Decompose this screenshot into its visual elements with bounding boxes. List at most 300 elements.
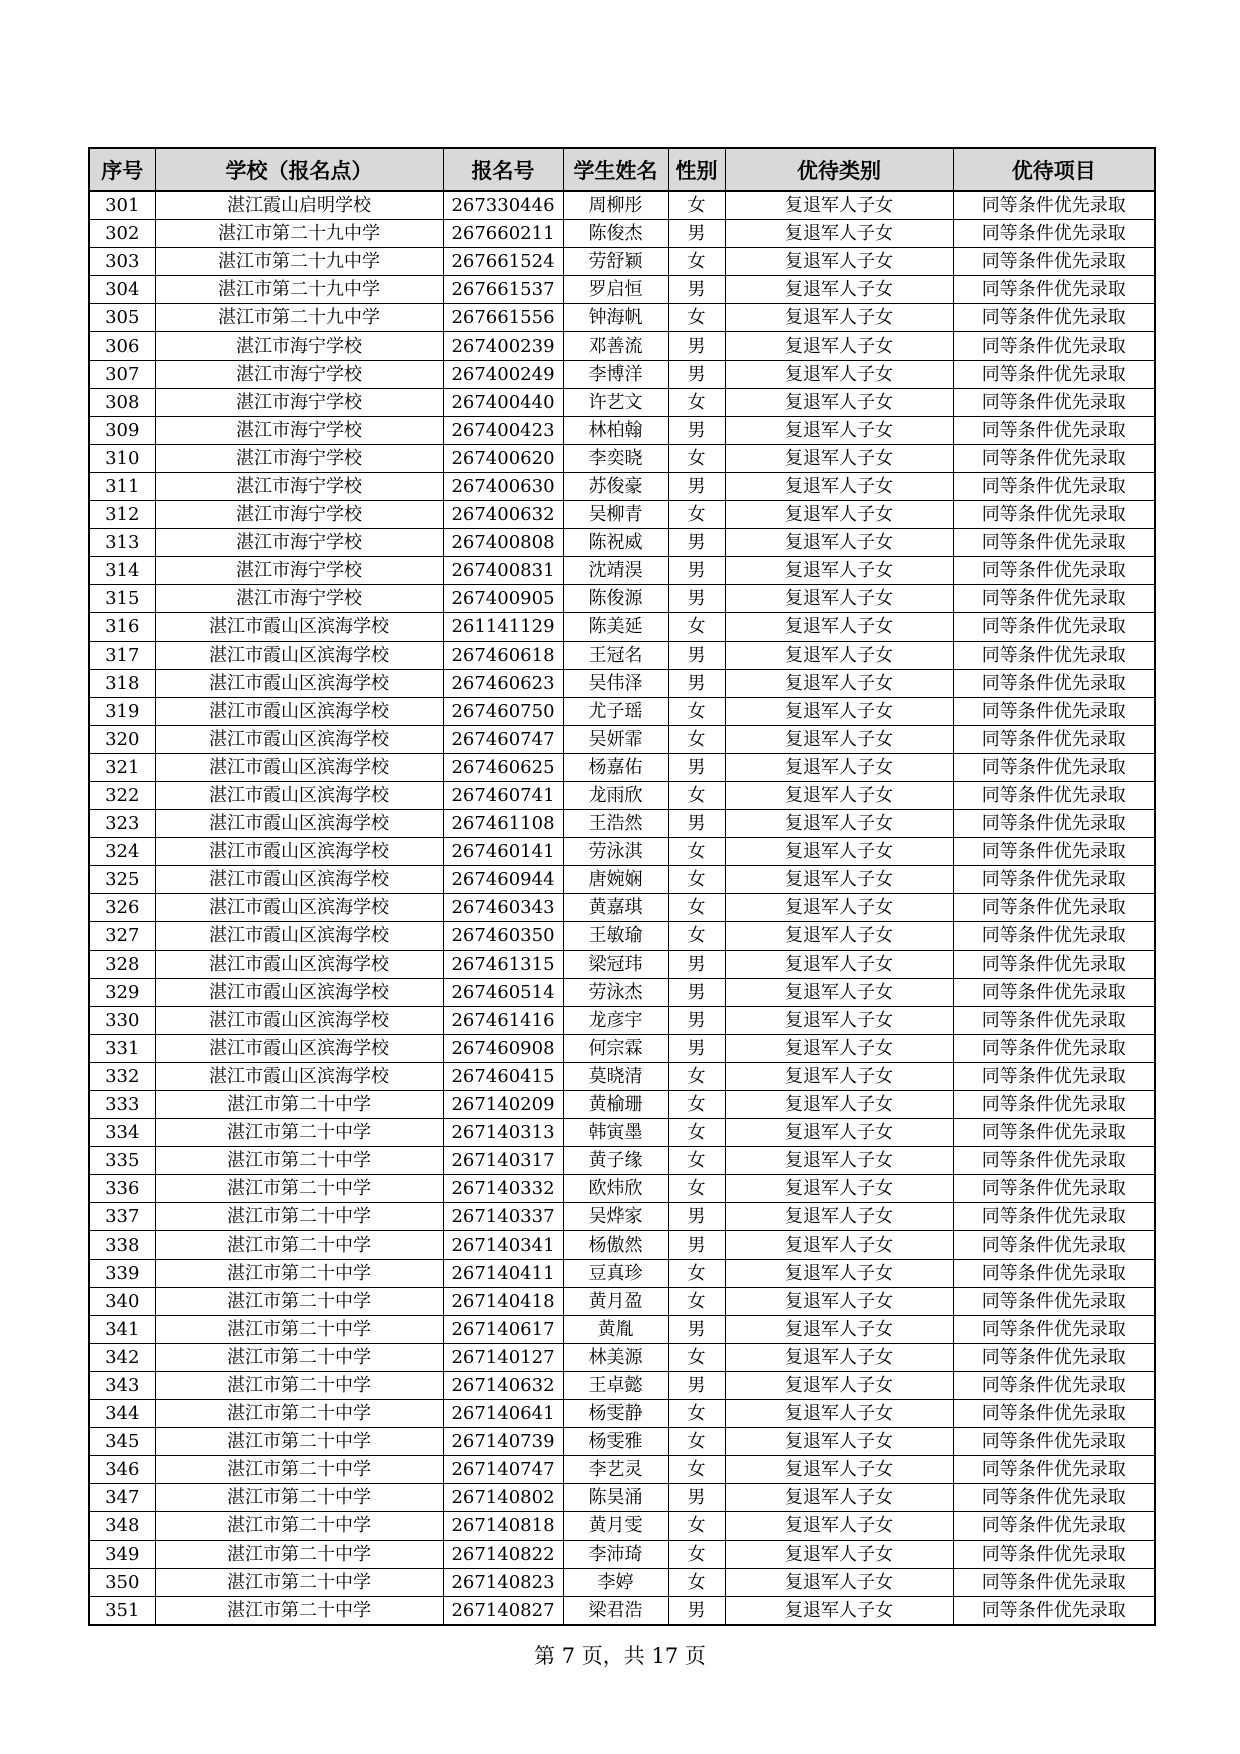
cell-school: 湛江市海宁学校 [155,388,443,416]
cell-index: 339 [89,1259,155,1287]
cell-registration-number: 267140641 [443,1400,563,1428]
cell-index: 348 [89,1512,155,1540]
table-row [89,1287,1155,1315]
cell-student-name: 李沛琦 [563,1540,668,1568]
cell-registration-number: 267461416 [443,1006,563,1034]
cell-student-name: 陈祝威 [563,529,668,557]
cell-index: 329 [89,978,155,1006]
cell-preference-item: 同等条件优先录取 [953,1259,1155,1287]
cell-gender: 男 [668,1484,725,1512]
cell-gender: 女 [668,1175,725,1203]
cell-preference-category: 复退军人子女 [725,1484,953,1512]
cell-preference-category: 复退军人子女 [725,1568,953,1596]
cell-preference-category: 复退军人子女 [725,1371,953,1399]
cell-registration-number: 267460415 [443,1062,563,1090]
cell-school: 湛江市第二十中学 [155,1484,443,1512]
cell-school: 湛江市霞山区滨海学校 [155,950,443,978]
cell-preference-category: 复退军人子女 [725,1006,953,1034]
cell-preference-category: 复退军人子女 [725,332,953,360]
cell-preference-category: 复退军人子女 [725,1540,953,1568]
cell-student-name: 唐婉娴 [563,866,668,894]
cell-school: 湛江市第二十中学 [155,1540,443,1568]
cell-school: 湛江市第二十中学 [155,1596,443,1625]
cell-school: 湛江市第二十中学 [155,1231,443,1259]
cell-student-name: 梁冠玮 [563,950,668,978]
cell-registration-number: 267140313 [443,1119,563,1147]
cell-preference-item: 同等条件优先录取 [953,838,1155,866]
cell-preference-item: 同等条件优先录取 [953,1315,1155,1343]
cell-gender: 男 [668,1203,725,1231]
table-row [89,838,1155,866]
cell-preference-item: 同等条件优先录取 [953,444,1155,472]
table-row [89,388,1155,416]
cell-registration-number: 267460908 [443,1034,563,1062]
roster-table [88,147,1156,1626]
cell-registration-number: 267140337 [443,1203,563,1231]
cell-preference-item: 同等条件优先录取 [953,585,1155,613]
cell-preference-item: 同等条件优先录取 [953,1371,1155,1399]
cell-preference-item: 同等条件优先录取 [953,1091,1155,1119]
cell-school: 湛江市霞山区滨海学校 [155,978,443,1006]
cell-index: 335 [89,1147,155,1175]
cell-preference-item: 同等条件优先录取 [953,501,1155,529]
cell-preference-item: 同等条件优先录取 [953,1062,1155,1090]
cell-preference-category: 复退军人子女 [725,1400,953,1428]
table-row [89,1484,1155,1512]
cell-registration-number: 267460141 [443,838,563,866]
cell-preference-category: 复退军人子女 [725,781,953,809]
cell-school: 湛江市第二十中学 [155,1512,443,1540]
cell-index: 325 [89,866,155,894]
cell-index: 322 [89,781,155,809]
cell-index: 301 [89,191,155,220]
cell-index: 334 [89,1119,155,1147]
cell-preference-item: 同等条件优先录取 [953,472,1155,500]
cell-school: 湛江市霞山区滨海学校 [155,1034,443,1062]
cell-preference-item: 同等条件优先录取 [953,1343,1155,1371]
cell-registration-number: 267330446 [443,191,563,220]
cell-registration-number: 267140617 [443,1315,563,1343]
cell-gender: 男 [668,1006,725,1034]
cell-preference-item: 同等条件优先录取 [953,276,1155,304]
cell-preference-item: 同等条件优先录取 [953,978,1155,1006]
cell-gender: 男 [668,1231,725,1259]
cell-student-name: 杨雯雅 [563,1428,668,1456]
cell-index: 332 [89,1062,155,1090]
cell-school: 湛江市第二十中学 [155,1343,443,1371]
cell-preference-item: 同等条件优先录取 [953,557,1155,585]
cell-student-name: 吴妍霏 [563,725,668,753]
table-row [89,248,1155,276]
cell-registration-number: 267400249 [443,360,563,388]
cell-index: 350 [89,1568,155,1596]
table-row [89,641,1155,669]
cell-preference-item: 同等条件优先录取 [953,781,1155,809]
table-row [89,1062,1155,1090]
cell-gender: 男 [668,472,725,500]
cell-school: 湛江市霞山区滨海学校 [155,725,443,753]
cell-index: 324 [89,838,155,866]
cell-preference-category: 复退军人子女 [725,1456,953,1484]
cell-preference-category: 复退军人子女 [725,1512,953,1540]
cell-registration-number: 267400423 [443,416,563,444]
cell-student-name: 梁君浩 [563,1596,668,1625]
cell-gender: 男 [668,1596,725,1625]
cell-school: 湛江市海宁学校 [155,472,443,500]
cell-registration-number: 267140739 [443,1428,563,1456]
cell-preference-item: 同等条件优先录取 [953,697,1155,725]
header-registration-number: 报名号 [443,148,563,191]
cell-gender: 男 [668,950,725,978]
cell-student-name: 尤子瑶 [563,697,668,725]
cell-gender: 女 [668,1147,725,1175]
cell-preference-item: 同等条件优先录取 [953,360,1155,388]
table-row [89,669,1155,697]
cell-gender: 女 [668,1568,725,1596]
cell-student-name: 陈俊源 [563,585,668,613]
cell-preference-category: 复退军人子女 [725,248,953,276]
cell-gender: 男 [668,416,725,444]
table-row [89,613,1155,641]
cell-student-name: 黄胤 [563,1315,668,1343]
cell-registration-number: 267400630 [443,472,563,500]
table-row [89,894,1155,922]
cell-gender: 女 [668,1287,725,1315]
cell-index: 320 [89,725,155,753]
table-row [89,978,1155,1006]
cell-index: 304 [89,276,155,304]
table-row [89,191,1155,220]
cell-registration-number: 267660211 [443,220,563,248]
cell-preference-item: 同等条件优先录取 [953,641,1155,669]
header-student-name: 学生姓名 [563,148,668,191]
cell-school: 湛江市霞山区滨海学校 [155,838,443,866]
cell-preference-category: 复退军人子女 [725,697,953,725]
cell-gender: 女 [668,922,725,950]
cell-preference-item: 同等条件优先录取 [953,613,1155,641]
cell-student-name: 周柳彤 [563,191,668,220]
table-row [89,529,1155,557]
cell-preference-item: 同等条件优先录取 [953,1512,1155,1540]
cell-gender: 女 [668,725,725,753]
table-row [89,697,1155,725]
cell-school: 湛江市海宁学校 [155,529,443,557]
cell-school: 湛江市霞山区滨海学校 [155,894,443,922]
cell-student-name: 何宗霖 [563,1034,668,1062]
table-row [89,1091,1155,1119]
cell-registration-number: 267400905 [443,585,563,613]
table-row [89,1119,1155,1147]
cell-index: 342 [89,1343,155,1371]
cell-student-name: 杨傲然 [563,1231,668,1259]
cell-student-name: 罗启恒 [563,276,668,304]
cell-student-name: 劳泳杰 [563,978,668,1006]
cell-gender: 男 [668,557,725,585]
cell-school: 湛江市第二十中学 [155,1203,443,1231]
cell-preference-item: 同等条件优先录取 [953,1400,1155,1428]
cell-gender: 男 [668,585,725,613]
cell-index: 313 [89,529,155,557]
cell-index: 312 [89,501,155,529]
cell-index: 302 [89,220,155,248]
cell-preference-category: 复退军人子女 [725,838,953,866]
cell-gender: 男 [668,360,725,388]
cell-gender: 女 [668,1540,725,1568]
cell-index: 346 [89,1456,155,1484]
cell-gender: 女 [668,1343,725,1371]
cell-preference-category: 复退军人子女 [725,1147,953,1175]
cell-student-name: 林柏翰 [563,416,668,444]
cell-preference-item: 同等条件优先录取 [953,1428,1155,1456]
cell-school: 湛江市霞山区滨海学校 [155,810,443,838]
cell-gender: 男 [668,1315,725,1343]
cell-student-name: 欧炜欣 [563,1175,668,1203]
cell-index: 340 [89,1287,155,1315]
cell-index: 328 [89,950,155,978]
cell-registration-number: 267400620 [443,444,563,472]
cell-school: 湛江市海宁学校 [155,444,443,472]
cell-index: 331 [89,1034,155,1062]
cell-preference-item: 同等条件优先录取 [953,1484,1155,1512]
cell-student-name: 王敏瑜 [563,922,668,950]
cell-gender: 女 [668,248,725,276]
cell-student-name: 黄嘉琪 [563,894,668,922]
cell-school: 湛江市第二十中学 [155,1315,443,1343]
cell-index: 343 [89,1371,155,1399]
table-row [89,1006,1155,1034]
cell-index: 308 [89,388,155,416]
cell-preference-item: 同等条件优先录取 [953,1540,1155,1568]
cell-school: 湛江市第二十中学 [155,1568,443,1596]
table-row [89,922,1155,950]
cell-preference-item: 同等条件优先录取 [953,1034,1155,1062]
header-school: 学校（报名点） [155,148,443,191]
cell-gender: 女 [668,894,725,922]
cell-preference-category: 复退军人子女 [725,1091,953,1119]
cell-preference-category: 复退军人子女 [725,810,953,838]
table-row [89,1456,1155,1484]
cell-preference-category: 复退军人子女 [725,501,953,529]
cell-registration-number: 267460343 [443,894,563,922]
cell-gender: 女 [668,866,725,894]
cell-preference-category: 复退军人子女 [725,978,953,1006]
cell-student-name: 李艺灵 [563,1456,668,1484]
cell-student-name: 李博洋 [563,360,668,388]
cell-preference-item: 同等条件优先录取 [953,220,1155,248]
cell-index: 336 [89,1175,155,1203]
cell-preference-item: 同等条件优先录取 [953,191,1155,220]
cell-index: 309 [89,416,155,444]
cell-preference-category: 复退军人子女 [725,753,953,781]
table-row [89,276,1155,304]
cell-school: 湛江市第二十中学 [155,1287,443,1315]
cell-preference-item: 同等条件优先录取 [953,950,1155,978]
cell-registration-number: 267140818 [443,1512,563,1540]
cell-registration-number: 267460747 [443,725,563,753]
table-row [89,1512,1155,1540]
cell-preference-item: 同等条件优先录取 [953,1147,1155,1175]
cell-preference-category: 复退军人子女 [725,641,953,669]
header-gender: 性别 [668,148,725,191]
cell-registration-number: 267140747 [443,1456,563,1484]
cell-preference-category: 复退军人子女 [725,529,953,557]
cell-preference-item: 同等条件优先录取 [953,1287,1155,1315]
cell-gender: 女 [668,1400,725,1428]
cell-preference-item: 同等条件优先录取 [953,866,1155,894]
cell-student-name: 劳舒颖 [563,248,668,276]
cell-index: 326 [89,894,155,922]
cell-preference-category: 复退军人子女 [725,1428,953,1456]
header-preference-category: 优待类别 [725,148,953,191]
cell-preference-category: 复退军人子女 [725,894,953,922]
cell-preference-category: 复退军人子女 [725,276,953,304]
cell-preference-category: 复退军人子女 [725,585,953,613]
cell-school: 湛江市第二十九中学 [155,304,443,332]
cell-school: 湛江市海宁学校 [155,557,443,585]
cell-school: 湛江市霞山区滨海学校 [155,697,443,725]
cell-school: 湛江市第二十九中学 [155,248,443,276]
cell-gender: 男 [668,220,725,248]
cell-index: 303 [89,248,155,276]
page-footer: 第 7 页，共 17 页 [534,1644,706,1668]
cell-school: 湛江市第二十中学 [155,1175,443,1203]
cell-preference-item: 同等条件优先录取 [953,416,1155,444]
cell-preference-category: 复退军人子女 [725,1203,953,1231]
table-row [89,725,1155,753]
cell-preference-category: 复退军人子女 [725,725,953,753]
cell-student-name: 杨嘉佑 [563,753,668,781]
cell-preference-item: 同等条件优先录取 [953,248,1155,276]
cell-gender: 男 [668,669,725,697]
cell-student-name: 杨雯静 [563,1400,668,1428]
cell-preference-item: 同等条件优先录取 [953,725,1155,753]
cell-preference-item: 同等条件优先录取 [953,922,1155,950]
cell-student-name: 豆真珍 [563,1259,668,1287]
cell-registration-number: 267140317 [443,1147,563,1175]
cell-preference-category: 复退军人子女 [725,557,953,585]
cell-school: 湛江市霞山区滨海学校 [155,781,443,809]
cell-registration-number: 267460350 [443,922,563,950]
cell-preference-item: 同等条件优先录取 [953,894,1155,922]
cell-preference-item: 同等条件优先录取 [953,669,1155,697]
cell-preference-category: 复退军人子女 [725,1596,953,1625]
table-row [89,1343,1155,1371]
cell-school: 湛江市海宁学校 [155,360,443,388]
cell-index: 310 [89,444,155,472]
cell-index: 305 [89,304,155,332]
cell-gender: 女 [668,1428,725,1456]
cell-gender: 男 [668,1371,725,1399]
cell-index: 311 [89,472,155,500]
cell-preference-category: 复退军人子女 [725,613,953,641]
cell-index: 327 [89,922,155,950]
cell-registration-number: 267400440 [443,388,563,416]
cell-school: 湛江市海宁学校 [155,416,443,444]
cell-registration-number: 267661524 [443,248,563,276]
cell-school: 湛江市霞山区滨海学校 [155,753,443,781]
cell-preference-category: 复退军人子女 [725,220,953,248]
cell-gender: 女 [668,1512,725,1540]
cell-gender: 男 [668,810,725,838]
cell-registration-number: 267460618 [443,641,563,669]
cell-gender: 女 [668,191,725,220]
cell-index: 333 [89,1091,155,1119]
cell-student-name: 陈俊杰 [563,220,668,248]
cell-student-name: 吴伟泽 [563,669,668,697]
cell-registration-number: 267400808 [443,529,563,557]
table-row [89,360,1155,388]
cell-gender: 女 [668,304,725,332]
cell-registration-number: 267400239 [443,332,563,360]
cell-student-name: 龙雨欣 [563,781,668,809]
cell-index: 341 [89,1315,155,1343]
cell-index: 349 [89,1540,155,1568]
cell-preference-category: 复退军人子女 [725,191,953,220]
cell-student-name: 王浩然 [563,810,668,838]
cell-preference-category: 复退军人子女 [725,360,953,388]
cell-index: 338 [89,1231,155,1259]
cell-school: 湛江市霞山区滨海学校 [155,669,443,697]
cell-gender: 女 [668,1119,725,1147]
cell-student-name: 苏俊豪 [563,472,668,500]
cell-index: 319 [89,697,155,725]
cell-index: 330 [89,1006,155,1034]
cell-preference-item: 同等条件优先录取 [953,1568,1155,1596]
cell-preference-category: 复退军人子女 [725,950,953,978]
cell-preference-item: 同等条件优先录取 [953,1203,1155,1231]
cell-student-name: 李婷 [563,1568,668,1596]
table-row [89,304,1155,332]
header-index: 序号 [89,148,155,191]
cell-preference-category: 复退军人子女 [725,1315,953,1343]
cell-preference-item: 同等条件优先录取 [953,1231,1155,1259]
cell-index: 314 [89,557,155,585]
cell-gender: 女 [668,1259,725,1287]
cell-index: 347 [89,1484,155,1512]
table-row [89,1147,1155,1175]
table-body [89,191,1155,1625]
cell-student-name: 吴柳青 [563,501,668,529]
cell-preference-item: 同等条件优先录取 [953,529,1155,557]
cell-gender: 男 [668,753,725,781]
table-row [89,444,1155,472]
table-row [89,866,1155,894]
cell-preference-item: 同等条件优先录取 [953,1006,1155,1034]
cell-preference-category: 复退军人子女 [725,1343,953,1371]
cell-preference-item: 同等条件优先录取 [953,332,1155,360]
cell-index: 318 [89,669,155,697]
cell-registration-number: 267460625 [443,753,563,781]
cell-school: 湛江市霞山区滨海学校 [155,1006,443,1034]
cell-registration-number: 267400632 [443,501,563,529]
cell-registration-number: 261141129 [443,613,563,641]
cell-registration-number: 267140802 [443,1484,563,1512]
cell-school: 湛江市霞山区滨海学校 [155,866,443,894]
cell-gender: 男 [668,529,725,557]
cell-index: 316 [89,613,155,641]
cell-student-name: 莫晓清 [563,1062,668,1090]
cell-preference-item: 同等条件优先录取 [953,304,1155,332]
cell-preference-item: 同等条件优先录取 [953,810,1155,838]
cell-school: 湛江市第二十中学 [155,1091,443,1119]
cell-gender: 女 [668,697,725,725]
table-row [89,1400,1155,1428]
cell-gender: 女 [668,1091,725,1119]
cell-student-name: 吴烨家 [563,1203,668,1231]
cell-school: 湛江市第二十中学 [155,1400,443,1428]
cell-index: 337 [89,1203,155,1231]
cell-student-name: 李奕晓 [563,444,668,472]
